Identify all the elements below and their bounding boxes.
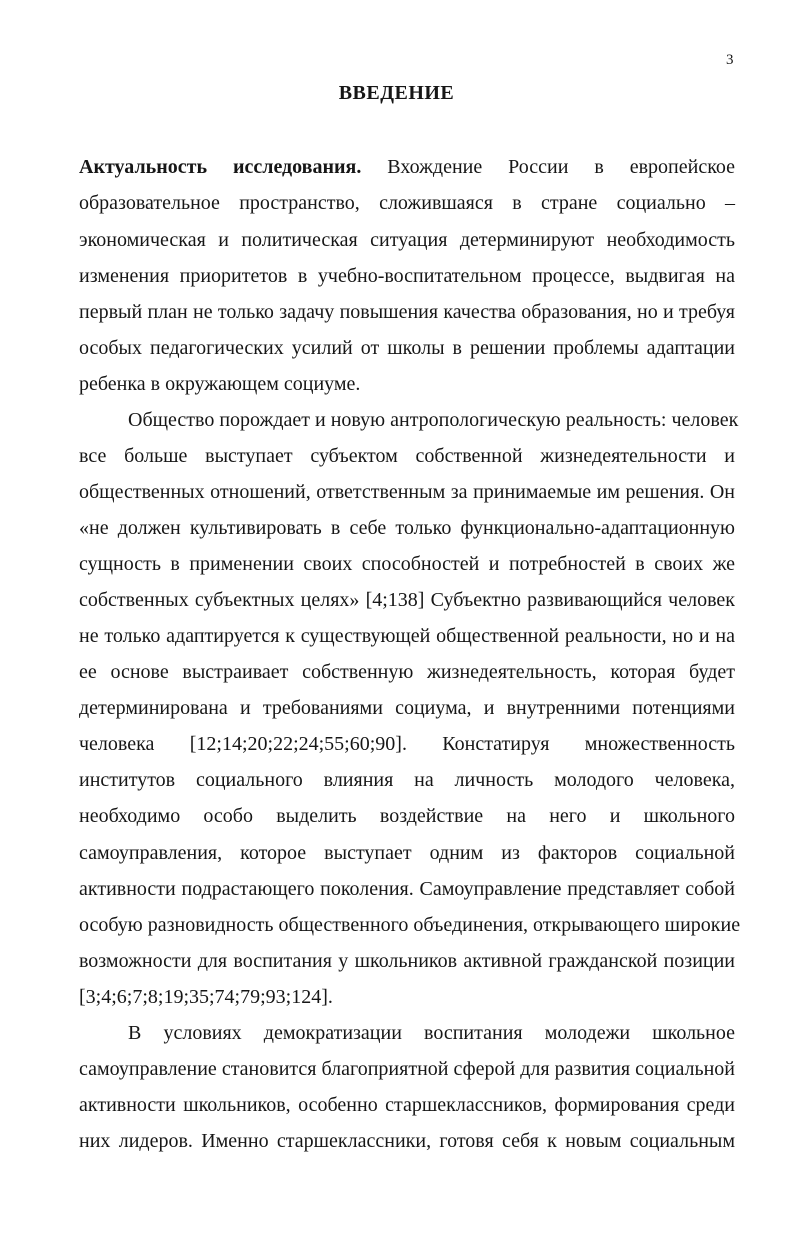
text-line: особую разновидность общественного объединения, открывающего широкие [79,914,741,936]
text-line: [3;4;6;7;8;19;35;74;79;93;124]. [79,986,333,1008]
text-line: самоуправление становится благоприятной сферой для развития социальной [79,1058,735,1080]
text-line: возможности для воспитания у школьников активной гражданской позиции [79,950,735,972]
text-line: человека [12;14;20;22;24;55;60;90]. Констатируя множественность [79,733,735,755]
text-line: них лидеров. Именно старшеклассники, готовя себя к новым социальным [79,1130,735,1152]
text-line: самоуправления, которое выступает одним из факторов социальной [79,842,735,864]
text-line: экономическая и политическая ситуация детерминируют необходимость [79,229,735,251]
text-line: «не должен культивировать в себе только функционально-адаптационную [79,517,735,539]
page-number: 3 [726,52,734,68]
text-line: особых педагогических усилий от школы в решении проблемы адаптации [79,337,735,359]
text-line: Общество порождает и новую антропологическую реальность: человек [128,409,739,431]
text-line: В условиях демократизации воспитания молодежи школьное [128,1022,735,1044]
text-line: общественных отношений, ответственным за принимаемые им решения. Он [79,481,735,503]
text-line: изменения приоритетов в учебно-воспитательном процессе, выдвигая на [79,265,735,287]
text-line: собственных субъектных целях» [4;138] Субъектно развивающийся человек [79,589,735,611]
text-line: не только адаптируется к существующей общественной реальности, но и на [79,625,735,647]
lead-label: Актуальность исследования. [79,156,362,178]
text-line: необходимо особо выделить воздействие на него и школьного [79,805,735,827]
text-line: Актуальность исследования. Вхождение России в европейское [79,156,736,178]
text-line: образовательное пространство, сложившаяся в стране социально – [79,192,735,214]
text-line: институтов социального влияния на личность молодого человека, [79,769,735,791]
text-line: ребенка в окружающем социуме. [79,373,361,395]
text-line: первый план не только задачу повышения качества образования, но и требуя [79,301,735,323]
text-line: ее основе выстраивает собственную жизнедеятельность, которая будет [79,661,735,683]
text-line: активности подрастающего поколения. Самоуправление представляет собой [79,878,735,900]
page-title: ВВЕДЕНИЕ [338,82,455,104]
text-line: сущность в применении своих способностей и потребностей в своих же [79,553,735,575]
text-line: все больше выступает субъектом собственной жизнедеятельности и [79,445,735,467]
text-line: активности школьников, особенно старшеклассников, формирования среди [79,1094,735,1116]
text-line: детерминирована и требованиями социума, и внутренними потенциями [79,697,735,719]
